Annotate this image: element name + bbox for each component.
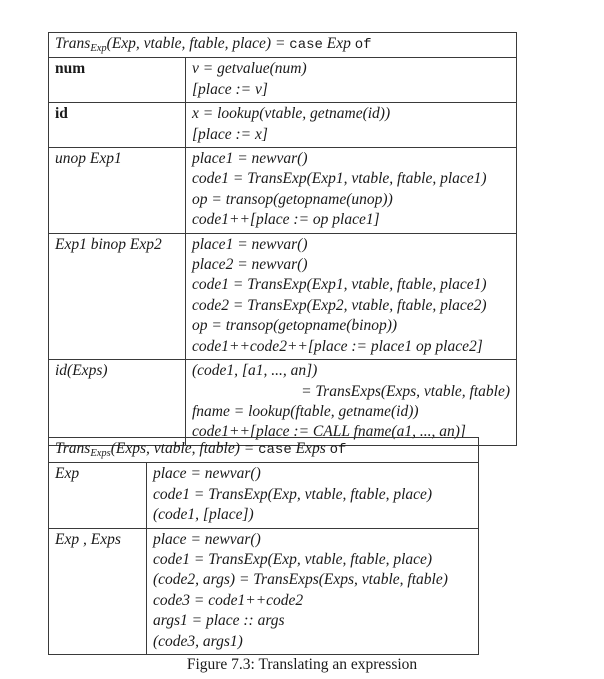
table-row — [49, 360, 517, 446]
trans-exps-header: Trans$_{Exps}$(Exps, vtable, ftable) = case Exps of — [49, 438, 479, 463]
code-line: code1 = TransExp(Exp, vtable, ftable, place) — [153, 485, 433, 503]
case-rhs — [186, 233, 517, 359]
table-row — [49, 103, 517, 148]
case-lhs: id — [49, 103, 186, 148]
code-line: code1++[place := CALL fname(a1, ..., an)] — [192, 423, 466, 441]
code-line: op = transop(getopname(binop)) — [192, 317, 398, 335]
case-lhs: id(Exps) — [49, 360, 186, 446]
case-lhs: unop Exp1 — [49, 148, 186, 234]
code-line: op = transop(getopname(unop)) — [192, 190, 393, 208]
code-line: code1 = TransExp(Exp, vtable, ftable, place) — [153, 551, 433, 569]
code-line: (code3, args1) — [153, 632, 243, 650]
case-lhs: Exp , Exps — [49, 528, 147, 654]
table-row — [49, 58, 517, 103]
figure-caption: Figure 7.3: Translating an expression — [186, 656, 418, 673]
table-row — [49, 463, 479, 528]
code-line: code3 = code1++code2 — [153, 591, 304, 609]
trans-exps-header-row — [49, 438, 479, 463]
code-line: = TransExps(Exps, vtable, ftable) — [301, 382, 510, 400]
code-line: code1++code2++[place := place1 op place2] — [192, 337, 483, 355]
case-lhs: Exp1 binop Exp2 — [49, 233, 186, 359]
code-line: code1 = TransExp(Exp1, vtable, ftable, place1) — [192, 276, 487, 294]
trans-exp-header: Trans$_{Exp}$(Exp, vtable, ftable, place) = case Exp of — [49, 33, 517, 58]
code-line: x = lookup(vtable, getname(id)) — [192, 105, 391, 123]
code-line: (code1, [place]) — [153, 506, 254, 524]
code-line: place = newvar() — [153, 530, 261, 548]
code-line: code1 = TransExp(Exp1, vtable, ftable, place1) — [192, 170, 487, 188]
trans-exp-table — [48, 32, 517, 446]
code-line: code1++[place := op place1] — [192, 211, 380, 229]
code-line: fname = lookup(ftable, getname(id)) — [192, 402, 419, 420]
code-line: [place := v] — [192, 80, 268, 98]
case-rhs — [186, 58, 517, 103]
table-row — [49, 528, 479, 654]
case-rhs — [147, 463, 479, 528]
code-line: args1 = place :: args — [153, 612, 285, 630]
trans-exp-header-row — [49, 33, 517, 58]
case-rhs — [186, 148, 517, 234]
code-line: place1 = newvar() — [192, 235, 308, 253]
trans-exps-table — [48, 437, 479, 655]
code-line: place1 = newvar() — [192, 150, 308, 168]
code-line: (code1, [a1, ..., an]) — [192, 362, 318, 380]
code-line: v = getvalue(num) — [192, 60, 307, 78]
case-rhs — [186, 103, 517, 148]
case-lhs: Exp — [49, 463, 147, 528]
case-rhs — [147, 528, 479, 654]
case-lhs: num — [49, 58, 186, 103]
code-line: place = newvar() — [153, 465, 261, 483]
code-line: place2 = newvar() — [192, 256, 308, 274]
table-row — [49, 148, 517, 234]
code-line: code2 = TransExp(Exp2, vtable, ftable, place2) — [192, 296, 487, 314]
code-line: [place := x] — [192, 125, 268, 143]
code-line: (code2, args) = TransExps(Exps, vtable, ftable) — [153, 571, 448, 589]
table-row — [49, 233, 517, 359]
case-rhs — [186, 360, 517, 446]
